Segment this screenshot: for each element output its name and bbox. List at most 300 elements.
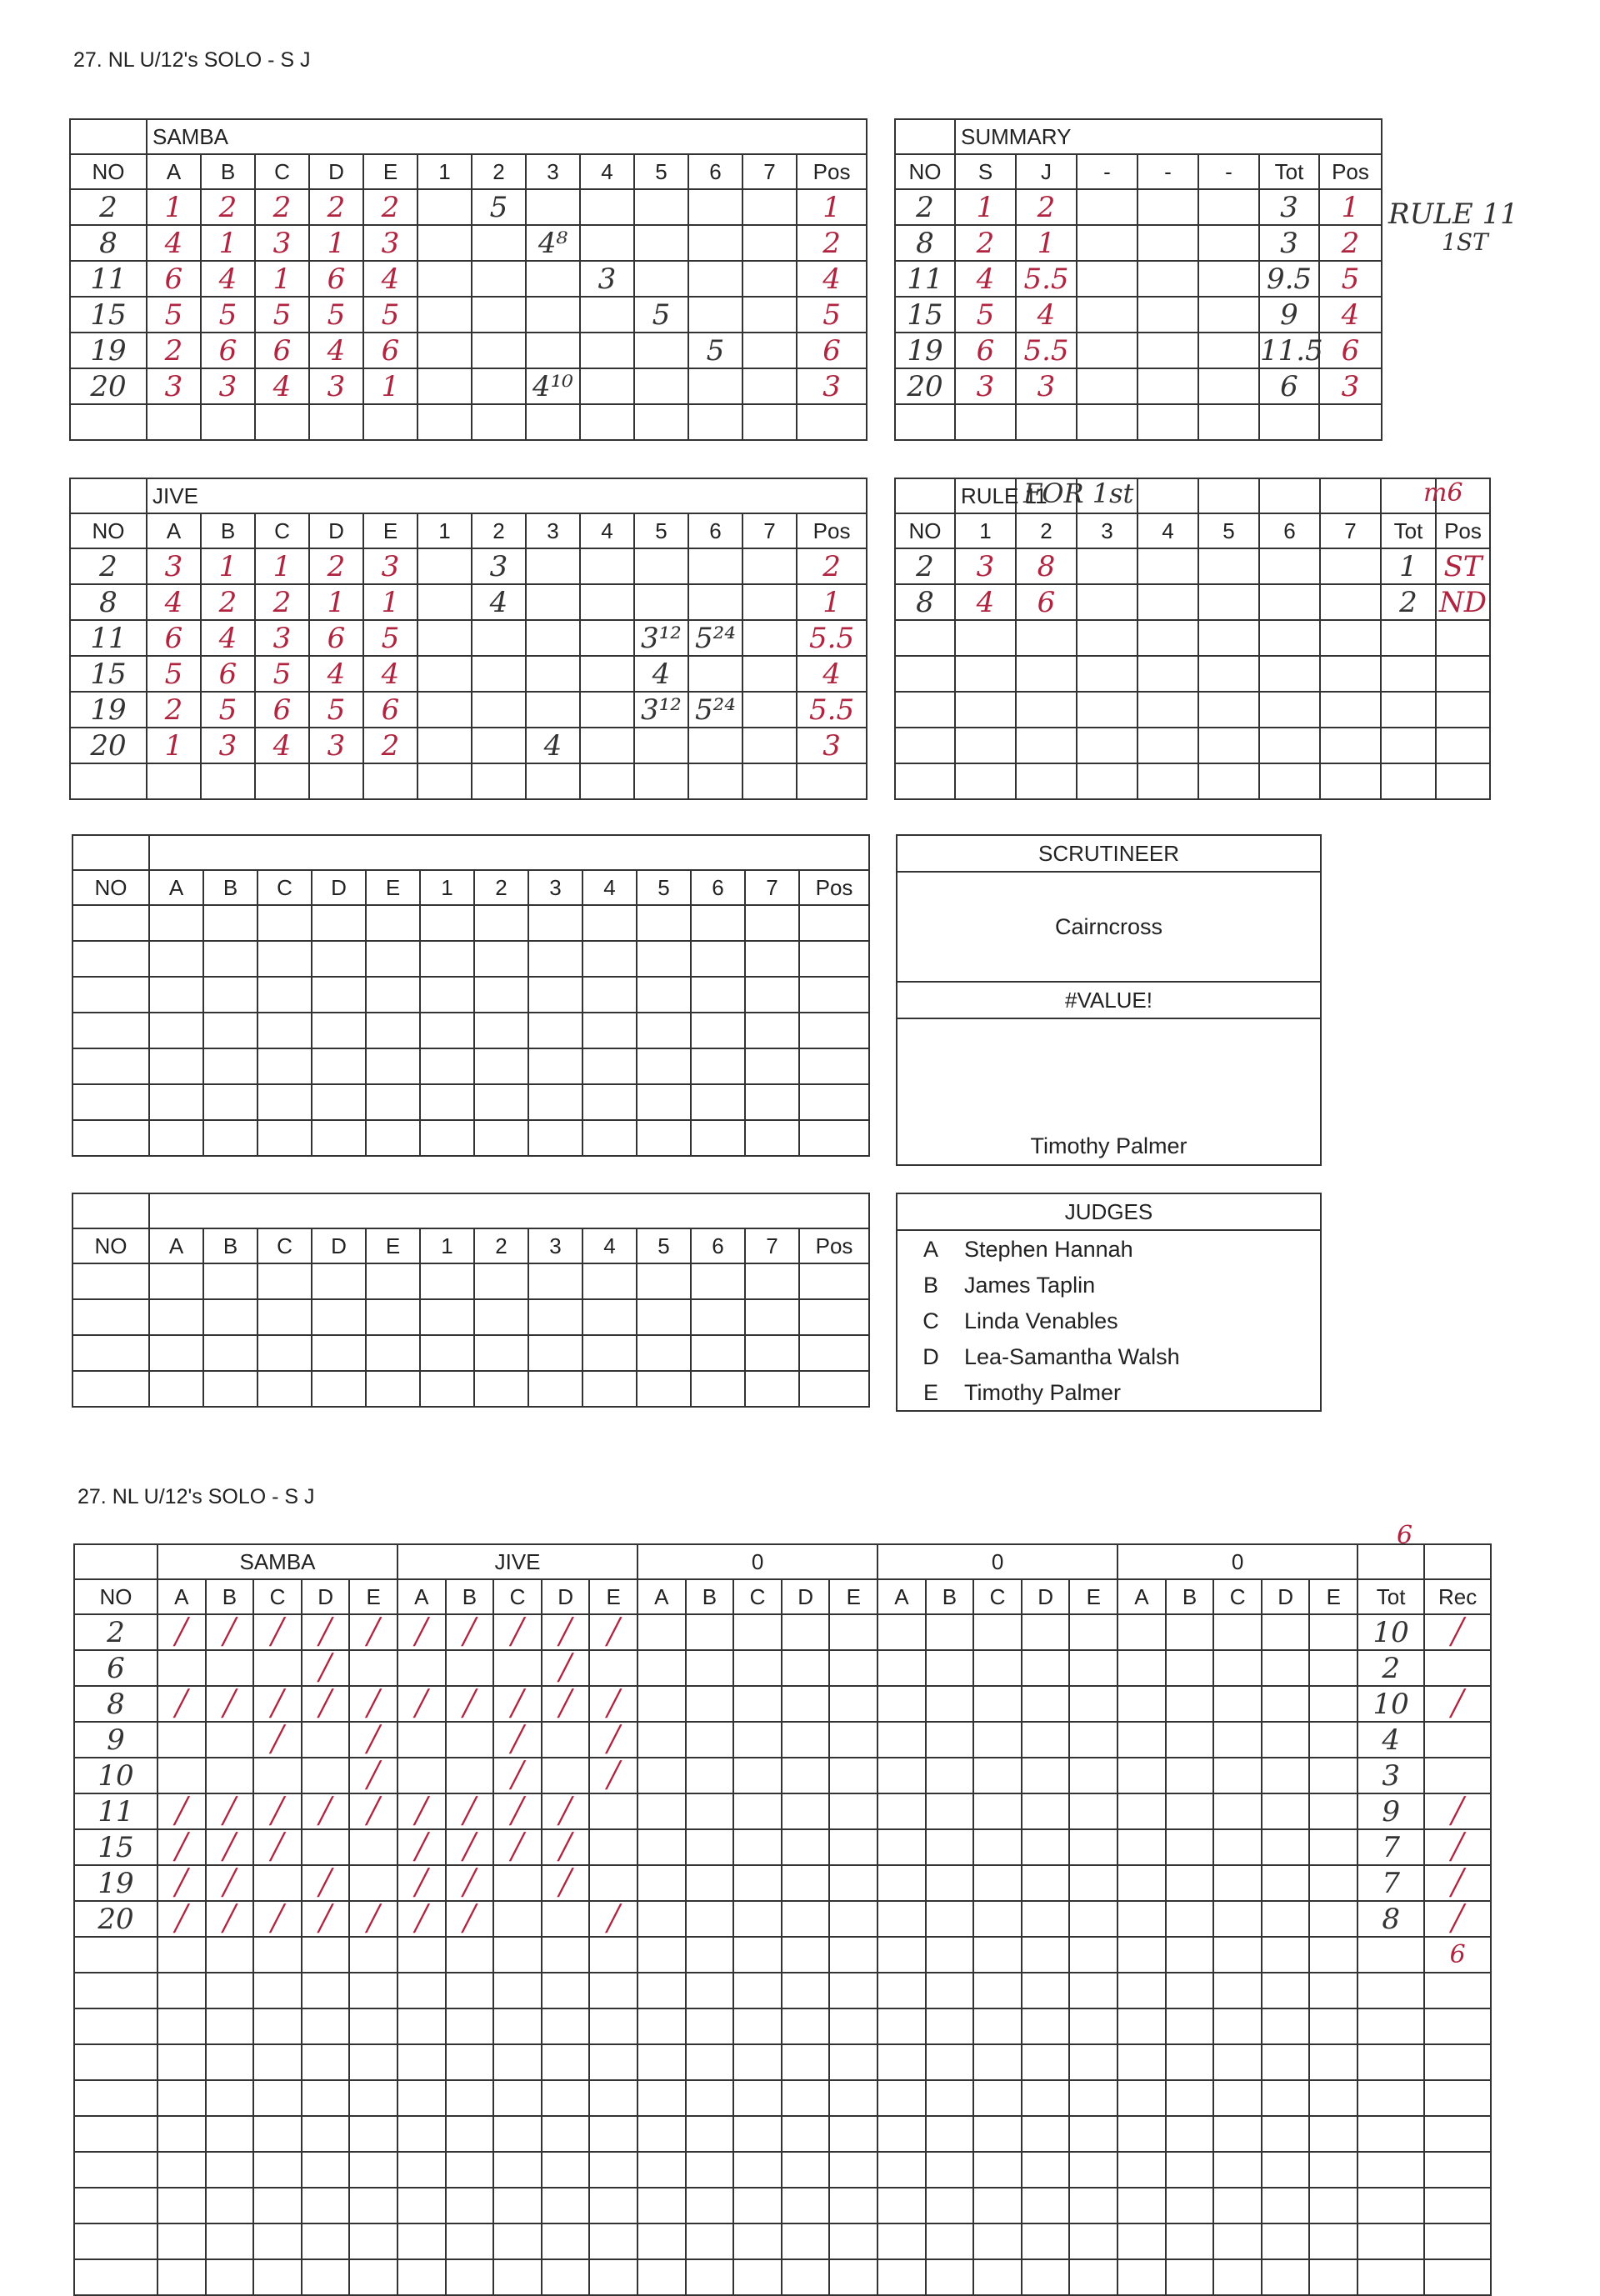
recall-mark: [1213, 2044, 1262, 2080]
column-header: E: [1069, 1579, 1118, 1614]
table-cell: [70, 763, 147, 799]
table-cell: 4: [472, 584, 526, 620]
table-row: [72, 905, 869, 941]
recall-total: [1358, 2008, 1424, 2044]
table-cell: [1198, 261, 1259, 297]
table-cell: [1198, 548, 1259, 584]
table-cell: 5: [255, 656, 309, 692]
recall-mark: ╱: [158, 1686, 206, 1722]
table-cell: [580, 692, 634, 728]
recall-mark: [589, 2223, 638, 2259]
table-cell: [1320, 548, 1381, 584]
recall-mark: [542, 1758, 590, 1793]
table-cell: [312, 1120, 366, 1156]
table-cell: 4: [255, 368, 309, 404]
table-cell: [418, 225, 472, 261]
table-cell: [742, 404, 797, 440]
rule11-m-note: m6: [1423, 478, 1463, 508]
table-cell: [688, 548, 742, 584]
recall-mark: [1069, 2044, 1118, 2080]
competitor-number: 9: [74, 1722, 158, 1758]
recall-mark: [733, 2116, 782, 2152]
table-cell: 1: [1319, 189, 1382, 225]
recall-mark: [1166, 1829, 1214, 1865]
table-row: [72, 1084, 869, 1120]
table-cell: 5: [201, 297, 255, 333]
recall-mark: [1069, 1973, 1118, 2008]
recall-mark: ╱: [253, 1901, 302, 1937]
table-cell: [418, 763, 472, 799]
recall-mark: [158, 2044, 206, 2080]
recall-mark: [1213, 1793, 1262, 1829]
recall-mark: [349, 2116, 398, 2152]
recall-mark: [878, 2259, 926, 2295]
table-cell: [634, 261, 688, 297]
table-cell: [474, 1084, 528, 1120]
recall-flag: [1424, 2223, 1491, 2259]
recall-mark: [542, 2188, 590, 2223]
recall-mark: [733, 1793, 782, 1829]
recall-mark: [1309, 1901, 1358, 1937]
table-cell: [742, 728, 797, 763]
column-header: 1: [420, 1228, 474, 1263]
recall-mark: [638, 1614, 686, 1650]
column-header: C: [253, 1579, 302, 1614]
table-cell: [580, 297, 634, 333]
table-cell: 3: [797, 368, 867, 404]
column-header: 4: [582, 870, 637, 905]
table-cell: [312, 1371, 366, 1407]
table-cell: [1138, 656, 1198, 692]
table-cell: [1077, 584, 1138, 620]
table-cell: [1381, 656, 1436, 692]
recall-mark: [686, 2259, 734, 2295]
table-cell: 5: [147, 297, 201, 333]
recall-mark: [1213, 1722, 1262, 1758]
column-header: 2: [472, 154, 526, 189]
table-cell: 5: [472, 189, 526, 225]
table-cell: [637, 905, 691, 941]
recall-mark: [253, 2188, 302, 2223]
recall-mark: [349, 2152, 398, 2188]
table-cell: [742, 620, 797, 656]
table-cell: 20: [70, 728, 147, 763]
table-cell: [691, 1371, 745, 1407]
table-cell: [1138, 333, 1198, 368]
table-cell: 4: [363, 261, 418, 297]
recall-mark: [973, 2080, 1022, 2116]
recall-mark: [398, 2116, 446, 2152]
recall-mark: ╱: [158, 1614, 206, 1650]
table-cell: [688, 763, 742, 799]
recall-mark: ╱: [446, 1829, 494, 1865]
recall-flag: 6: [1424, 1937, 1491, 1973]
column-header: S: [955, 154, 1016, 189]
recall-mark: [1309, 1758, 1358, 1793]
table-cell: 2: [147, 692, 201, 728]
recall-mark: [878, 2080, 926, 2116]
recall-mark: ╱: [446, 1793, 494, 1829]
recall-mark: [973, 1901, 1022, 1937]
recall-mark: [638, 1973, 686, 2008]
table-cell: [1077, 728, 1138, 763]
table-cell: [526, 297, 580, 333]
table-cell: [637, 1120, 691, 1156]
table-cell: 4⁸: [526, 225, 580, 261]
column-header: 7: [745, 870, 799, 905]
table-cell: 4: [147, 584, 201, 620]
recall-mark: [829, 2080, 878, 2116]
recall-mark: [782, 2152, 830, 2188]
table-cell: [526, 656, 580, 692]
recall-mark: [782, 2080, 830, 2116]
recall-mark: [973, 1722, 1022, 1758]
table-row: [74, 1722, 1491, 1758]
table-cell: 15: [70, 656, 147, 692]
table-cell: [70, 404, 147, 440]
judges-box: [896, 1193, 1322, 1412]
table-cell: 6: [797, 333, 867, 368]
table-cell: [1198, 728, 1259, 763]
table-cell: [309, 404, 363, 440]
table-cell: [1198, 584, 1259, 620]
page-title-bottom: 27. NL U/12's SOLO - S J: [78, 1485, 315, 1508]
table-cell: 11: [895, 261, 955, 297]
table-cell: [582, 1371, 637, 1407]
recall-mark: ╱: [158, 1901, 206, 1937]
table-cell: [149, 941, 203, 977]
column-header: C: [493, 1579, 542, 1614]
judge-name: James Taplin: [964, 1273, 1096, 1298]
table-cell: [742, 368, 797, 404]
table-cell: 5: [147, 656, 201, 692]
table-cell: [691, 1299, 745, 1335]
table-cell: [258, 905, 312, 941]
recall-mark: [926, 1829, 974, 1865]
column-header: NO: [70, 513, 147, 548]
recall-mark: [253, 1973, 302, 2008]
recall-mark: [733, 2008, 782, 2044]
table-cell: [258, 941, 312, 977]
column-header: 3: [528, 1228, 582, 1263]
table-cell: [203, 1084, 258, 1120]
column-header: 5: [637, 870, 691, 905]
column-header: B: [446, 1579, 494, 1614]
recall-total: [1358, 2116, 1424, 2152]
table-row: [895, 692, 1490, 728]
table-row: [70, 297, 867, 333]
recall-mark: [398, 2008, 446, 2044]
column-header: C: [733, 1579, 782, 1614]
column-header: Pos: [797, 154, 867, 189]
table-cell: 1: [309, 584, 363, 620]
column-header: E: [366, 870, 420, 905]
recall-mark: [1166, 1722, 1214, 1758]
recall-mark: [302, 2116, 350, 2152]
judge-letter: A: [922, 1237, 938, 1262]
recall-mark: [542, 2259, 590, 2295]
recall-mark: ╱: [206, 1865, 254, 1901]
recall-mark: [542, 1722, 590, 1758]
table-cell: 1: [363, 584, 418, 620]
recall-mark: [782, 1793, 830, 1829]
recall-mark: [638, 1901, 686, 1937]
table-cell: ND: [1436, 584, 1490, 620]
recall-mark: [1213, 1614, 1262, 1650]
table-cell: [149, 1335, 203, 1371]
table-cell: [1016, 692, 1077, 728]
recall-mark: [589, 2116, 638, 2152]
recall-mark: ╱: [542, 1793, 590, 1829]
judge-name: Timothy Palmer: [964, 1380, 1122, 1405]
table-cell: [1077, 404, 1138, 440]
recall-mark: [1309, 2116, 1358, 2152]
judge-name: Stephen Hannah: [964, 1237, 1133, 1262]
column-header: Tot: [1358, 1579, 1424, 1614]
recall-mark: [349, 2008, 398, 2044]
table-cell: [1016, 620, 1077, 656]
table-cell: [688, 368, 742, 404]
table-cell: [312, 1084, 366, 1120]
table-cell: [472, 297, 526, 333]
table-cell: 2: [895, 548, 955, 584]
table-row: [70, 692, 867, 728]
table-cell: [472, 656, 526, 692]
recall-mark: [542, 2080, 590, 2116]
recall-mark: [1166, 1793, 1214, 1829]
recall-mark: [878, 2188, 926, 2223]
recall-mark: [349, 1937, 398, 1973]
table-cell: [418, 620, 472, 656]
table-cell: 11.5: [1260, 333, 1323, 368]
table-cell: [745, 1013, 799, 1048]
column-header: C: [1213, 1579, 1262, 1614]
recall-mark: [446, 1973, 494, 2008]
dance-group-header: SAMBA: [158, 1544, 398, 1579]
table-row: [70, 333, 867, 368]
table-cell: [1077, 261, 1138, 297]
recall-mark: [158, 2223, 206, 2259]
recall-mark: [1166, 2188, 1214, 2223]
table-cell: [1077, 548, 1138, 584]
table-cell: [634, 333, 688, 368]
table-cell: [420, 1335, 474, 1371]
recall-mark: [349, 1865, 398, 1901]
table-cell: [528, 1263, 582, 1299]
recall-mark: [878, 1758, 926, 1793]
recall-mark: [686, 2008, 734, 2044]
recall-mark: [973, 2223, 1022, 2259]
column-header: D: [302, 1579, 350, 1614]
recall-mark: [1118, 1937, 1166, 1973]
table-cell: 2: [1016, 189, 1077, 225]
recall-mark: [253, 1758, 302, 1793]
judge-row: [898, 1232, 1320, 1268]
recall-mark: ╱: [446, 1865, 494, 1901]
table-cell: [637, 1299, 691, 1335]
table-cell: [1016, 763, 1077, 799]
recall-mark: [1022, 2223, 1070, 2259]
table-cell: [1138, 261, 1198, 297]
value-heading: #VALUE!: [898, 983, 1320, 1019]
competitor-number: 15: [74, 1829, 158, 1865]
table-cell: [1077, 297, 1138, 333]
column-header: D: [312, 1228, 366, 1263]
recall-flag: [1424, 2259, 1491, 2295]
table-cell: [1138, 548, 1198, 584]
recall-mark: [1262, 2259, 1310, 2295]
table-cell: [582, 977, 637, 1013]
recall-flag: [1424, 1758, 1491, 1793]
column-header: 1: [420, 870, 474, 905]
column-header: D: [1262, 1579, 1310, 1614]
competitor-number: [74, 2188, 158, 2223]
table-cell: 4: [363, 656, 418, 692]
table-row: [895, 189, 1382, 225]
table-cell: [580, 656, 634, 692]
recall-mark: [926, 1722, 974, 1758]
recall-mark: [158, 1973, 206, 2008]
column-header: Pos: [797, 513, 867, 548]
table-cell: [1381, 620, 1436, 656]
table-cell: [799, 1120, 869, 1156]
table-cell: [366, 1263, 420, 1299]
table-row: [895, 548, 1490, 584]
recall-mark: [158, 2008, 206, 2044]
column-header: 5: [637, 1228, 691, 1263]
recall-mark: [1213, 1829, 1262, 1865]
recall-mark: [782, 1686, 830, 1722]
recall-mark: ╱: [302, 1793, 350, 1829]
table-cell: [582, 941, 637, 977]
recall-mark: [829, 2008, 878, 2044]
recall-mark: [926, 2223, 974, 2259]
recall-mark: ╱: [589, 1758, 638, 1793]
table-cell: [582, 1013, 637, 1048]
column-header: 4: [580, 154, 634, 189]
recall-mark: [589, 2152, 638, 2188]
table-cell: 3: [797, 728, 867, 763]
recall-mark: [926, 1650, 974, 1686]
recall-mark: [398, 2223, 446, 2259]
table-cell: 4: [309, 333, 363, 368]
recall-mark: [686, 2188, 734, 2223]
recall-mark: [1022, 1793, 1070, 1829]
recall-mark: [878, 2044, 926, 2080]
table-cell: 3¹²: [634, 620, 688, 656]
recall-mark: [973, 1973, 1022, 2008]
column-header: A: [147, 513, 201, 548]
table-cell: [420, 905, 474, 941]
recall-mark: [782, 1650, 830, 1686]
table-cell: 5: [201, 692, 255, 728]
table-cell: [474, 905, 528, 941]
column-header: 1: [955, 513, 1016, 548]
table-cell: [418, 368, 472, 404]
table-cell: 5.5: [797, 692, 867, 728]
recall-mark: [686, 1973, 734, 2008]
recall-mark: [638, 1722, 686, 1758]
recall-mark: [493, 1865, 542, 1901]
table-cell: [526, 261, 580, 297]
table-cell: [1198, 763, 1259, 799]
table-cell: [580, 404, 634, 440]
table-cell: 5: [309, 297, 363, 333]
recall-mark: [1118, 2116, 1166, 2152]
table-row: [72, 1048, 869, 1084]
table-cell: [799, 1048, 869, 1084]
column-header: C: [255, 154, 309, 189]
recall-mark: [253, 2259, 302, 2295]
table-row: [74, 1865, 1491, 1901]
recall-mark: [493, 2223, 542, 2259]
recall-mark: [1262, 1793, 1310, 1829]
table-cell: 3: [1259, 189, 1319, 225]
table-cell: 6: [147, 261, 201, 297]
table-cell: [1138, 728, 1198, 763]
table-row: [70, 225, 867, 261]
caption-cell: [1198, 478, 1259, 513]
column-header: 7: [745, 1228, 799, 1263]
competitor-number: [74, 2008, 158, 2044]
table-cell: 6: [309, 261, 363, 297]
table-cell: [742, 656, 797, 692]
table-cell: [528, 941, 582, 977]
scrutineer-box: [896, 834, 1322, 1166]
table-row: [72, 1263, 869, 1299]
table-cell: 5²⁴: [688, 692, 742, 728]
table-cell: [528, 1120, 582, 1156]
recall-mark: [1309, 1865, 1358, 1901]
table-cell: [363, 404, 418, 440]
recall-mark: ╱: [589, 1686, 638, 1722]
recall-mark: [638, 2080, 686, 2116]
column-header: B: [926, 1579, 974, 1614]
recall-mark: [158, 2188, 206, 2223]
column-header: 7: [742, 513, 797, 548]
table-cell: [1198, 692, 1259, 728]
table-cell: [418, 584, 472, 620]
recall-mark: ╱: [253, 1722, 302, 1758]
table-cell: [420, 1299, 474, 1335]
table-row: [74, 1686, 1491, 1722]
column-header: 1: [418, 513, 472, 548]
table-cell: [745, 905, 799, 941]
table-cell: 3: [363, 548, 418, 584]
column-header: 7: [742, 154, 797, 189]
recall-mark: ╱: [349, 1901, 398, 1937]
table-cell: [474, 941, 528, 977]
table-cell: [895, 404, 955, 440]
table-cell: 2: [147, 333, 201, 368]
recall-mark: [1069, 2188, 1118, 2223]
recall-mark: [829, 2259, 878, 2295]
table-cell: [312, 1299, 366, 1335]
column-header: 2: [474, 870, 528, 905]
column-header: B: [203, 1228, 258, 1263]
table-cell: 6: [363, 333, 418, 368]
recall-mark: [1022, 2044, 1070, 2080]
table-cell: [691, 941, 745, 977]
recall-mark: [158, 2116, 206, 2152]
competitor-number: 19: [74, 1865, 158, 1901]
rule11-note: RULE 11 1ST: [1388, 198, 1518, 256]
table-row: [74, 1973, 1491, 2008]
recall-mark: [926, 1865, 974, 1901]
table-cell: [312, 1263, 366, 1299]
recall-mark: [782, 1722, 830, 1758]
competitor-number: [74, 2044, 158, 2080]
